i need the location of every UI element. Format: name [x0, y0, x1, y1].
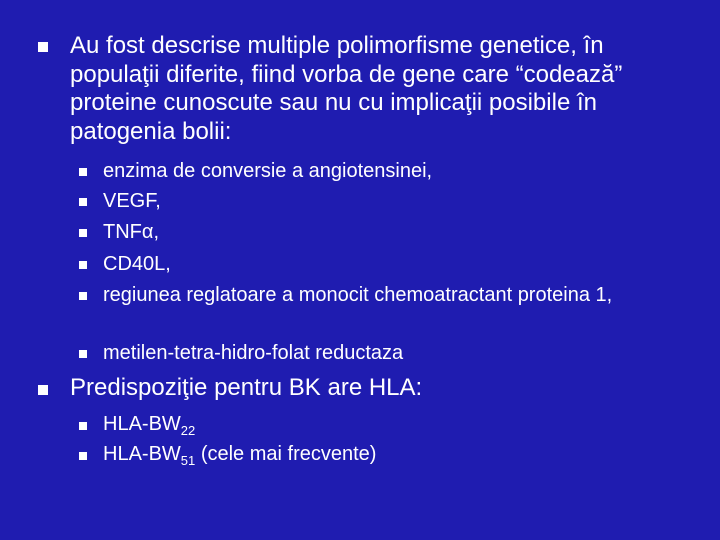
bullet-square-icon — [79, 261, 87, 269]
bullet-square-icon — [79, 422, 87, 430]
bullet-square-icon — [38, 385, 48, 395]
bullet-square-icon — [79, 292, 87, 300]
hla-subscript: 51 — [180, 453, 196, 468]
bullet-text-polymorphisms: Au fost descrise multiple polimorfisme genetice, în populaţii diferite, fiind vorba de gene care “codează” proteine cunoscute sau nu cu implicaţii posibile în patogenia bolii: — [70, 32, 623, 145]
bullet-text-hla: Predispoziţie pentru BK are HLA: — [70, 374, 423, 401]
bullet-square-icon — [79, 229, 87, 237]
subitem-hla-bw22 — [103, 411, 683, 439]
subitem-vegf: VEGF, — [103, 190, 161, 212]
bullet-square-icon — [79, 452, 87, 460]
hla-note: (cele mai frecvente) — [195, 443, 377, 465]
bullet-square-icon — [79, 350, 87, 358]
hla-label: HLA-BW — [103, 443, 181, 465]
subitem-hla-bw51 — [103, 441, 683, 469]
bullet-square-icon — [79, 198, 87, 206]
subitem-tnfa: TNFα, — [103, 221, 159, 243]
hla-subscript: 22 — [180, 423, 196, 438]
bullet-square-icon — [79, 168, 87, 176]
subitem-mthfr: metilen-tetra-hidro-folat reductaza — [103, 342, 404, 364]
hla-label: HLA-BW — [103, 413, 181, 435]
subitem-cd40l: CD40L, — [103, 253, 171, 275]
subitem-mcp1: regiunea reglatoare a monocit chemoatractant proteina 1, — [103, 284, 613, 306]
subitem-ace: enzima de conversie a angiotensinei, — [103, 160, 433, 182]
bullet-square-icon — [38, 42, 48, 52]
